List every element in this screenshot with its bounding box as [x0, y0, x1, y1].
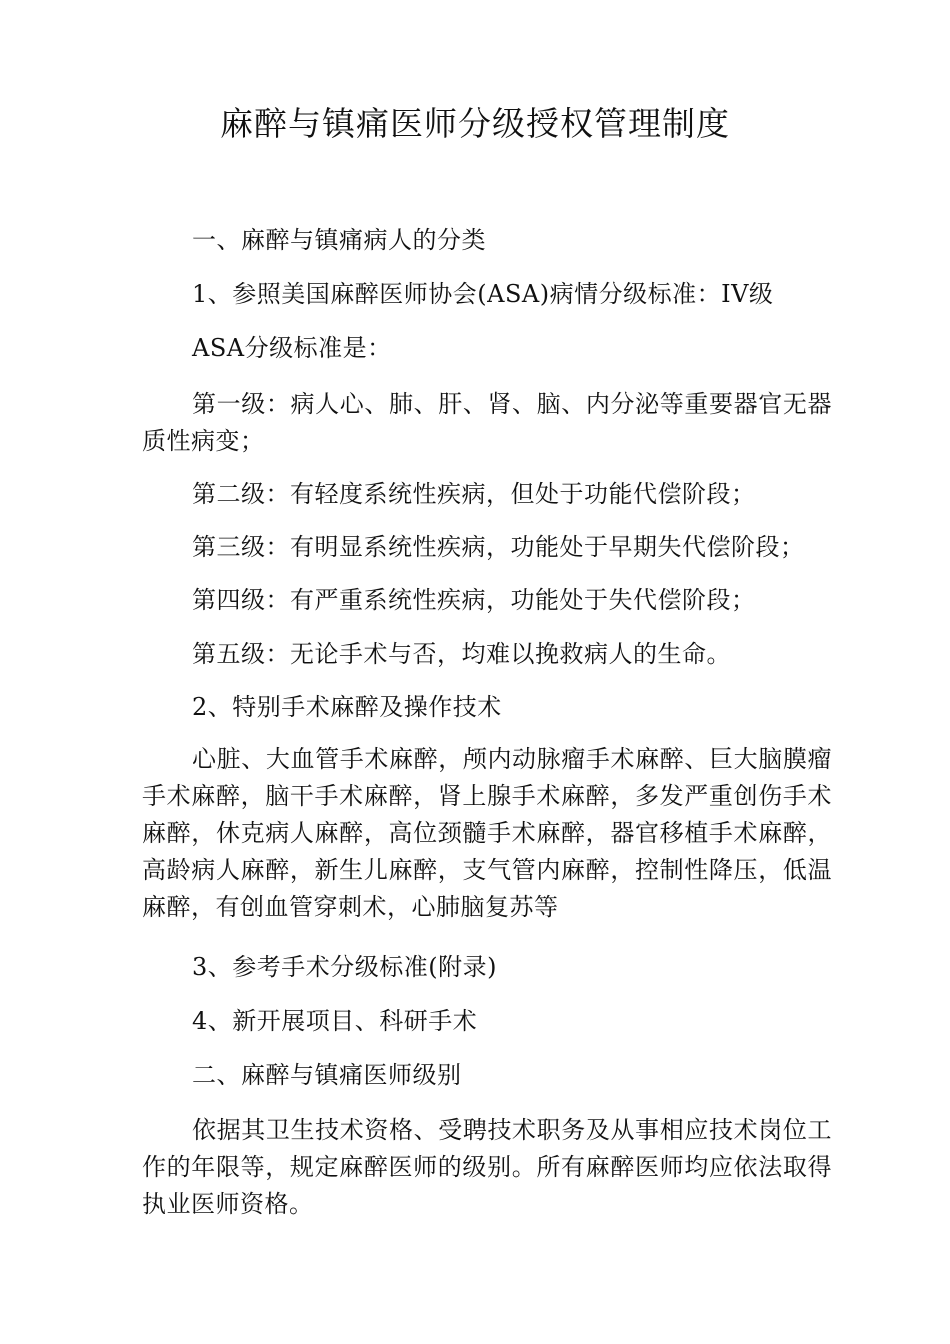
paragraph-level-3: 第三级：有明显系统性疾病，功能处于早期失代偿阶段； [192, 533, 805, 561]
document-title: 麻醉与镇痛医师分级授权管理制度 [220, 104, 730, 143]
paragraph-asa-label: ASA分级标准是： [192, 334, 392, 362]
paragraph-level-5: 第五级：无论手术与否，均难以挽救病人的生命。 [192, 640, 731, 668]
paragraph-special-surgery-list: 心脏、大血管手术麻醉，颅内动脉瘤手术麻醉、巨大脑膜瘤手术麻醉，脑干手术麻醉，肾上腺手术麻醉，多发严重创伤手术麻醉，休克病人麻醉，高位颈髓手术麻醉，器官移植手术麻醉，高龄病人麻醉，新生儿麻醉，支气管内麻醉，控制性降压，低温麻醉，有创血管穿刺术，心肺脑复苏等 [142, 745, 832, 921]
section-heading-1: 一、麻醉与镇痛病人的分类 [192, 226, 486, 254]
paragraph-physician-levels: 依据其卫生技术资格、受聘技术职务及从事相应技术岗位工作的年限等，规定麻醉医师的级别。所有麻醉医师均应依法取得执业医师资格。 [142, 1116, 832, 1218]
paragraph-surgery-grading-reference: 3、参考手术分级标准(附录) [192, 953, 497, 981]
paragraph-level-2: 第二级：有轻度系统性疾病，但处于功能代偿阶段； [192, 480, 756, 508]
paragraph-level-1: 第一级：病人心、肺、肝、肾、脑、内分泌等重要器官无器质性病变； [142, 390, 832, 455]
paragraph-level-4: 第四级：有严重系统性疾病，功能处于失代偿阶段； [192, 586, 756, 614]
paragraph-asa-reference: 1、参照美国麻醉医师协会(ASA)病情分级标准：IV级 [192, 280, 774, 308]
paragraph-special-surgery-heading: 2、特别手术麻醉及操作技术 [192, 693, 502, 721]
paragraph-new-projects: 4、新开展项目、科研手术 [192, 1007, 478, 1035]
section-heading-2: 二、麻醉与镇痛医师级别 [192, 1061, 462, 1089]
